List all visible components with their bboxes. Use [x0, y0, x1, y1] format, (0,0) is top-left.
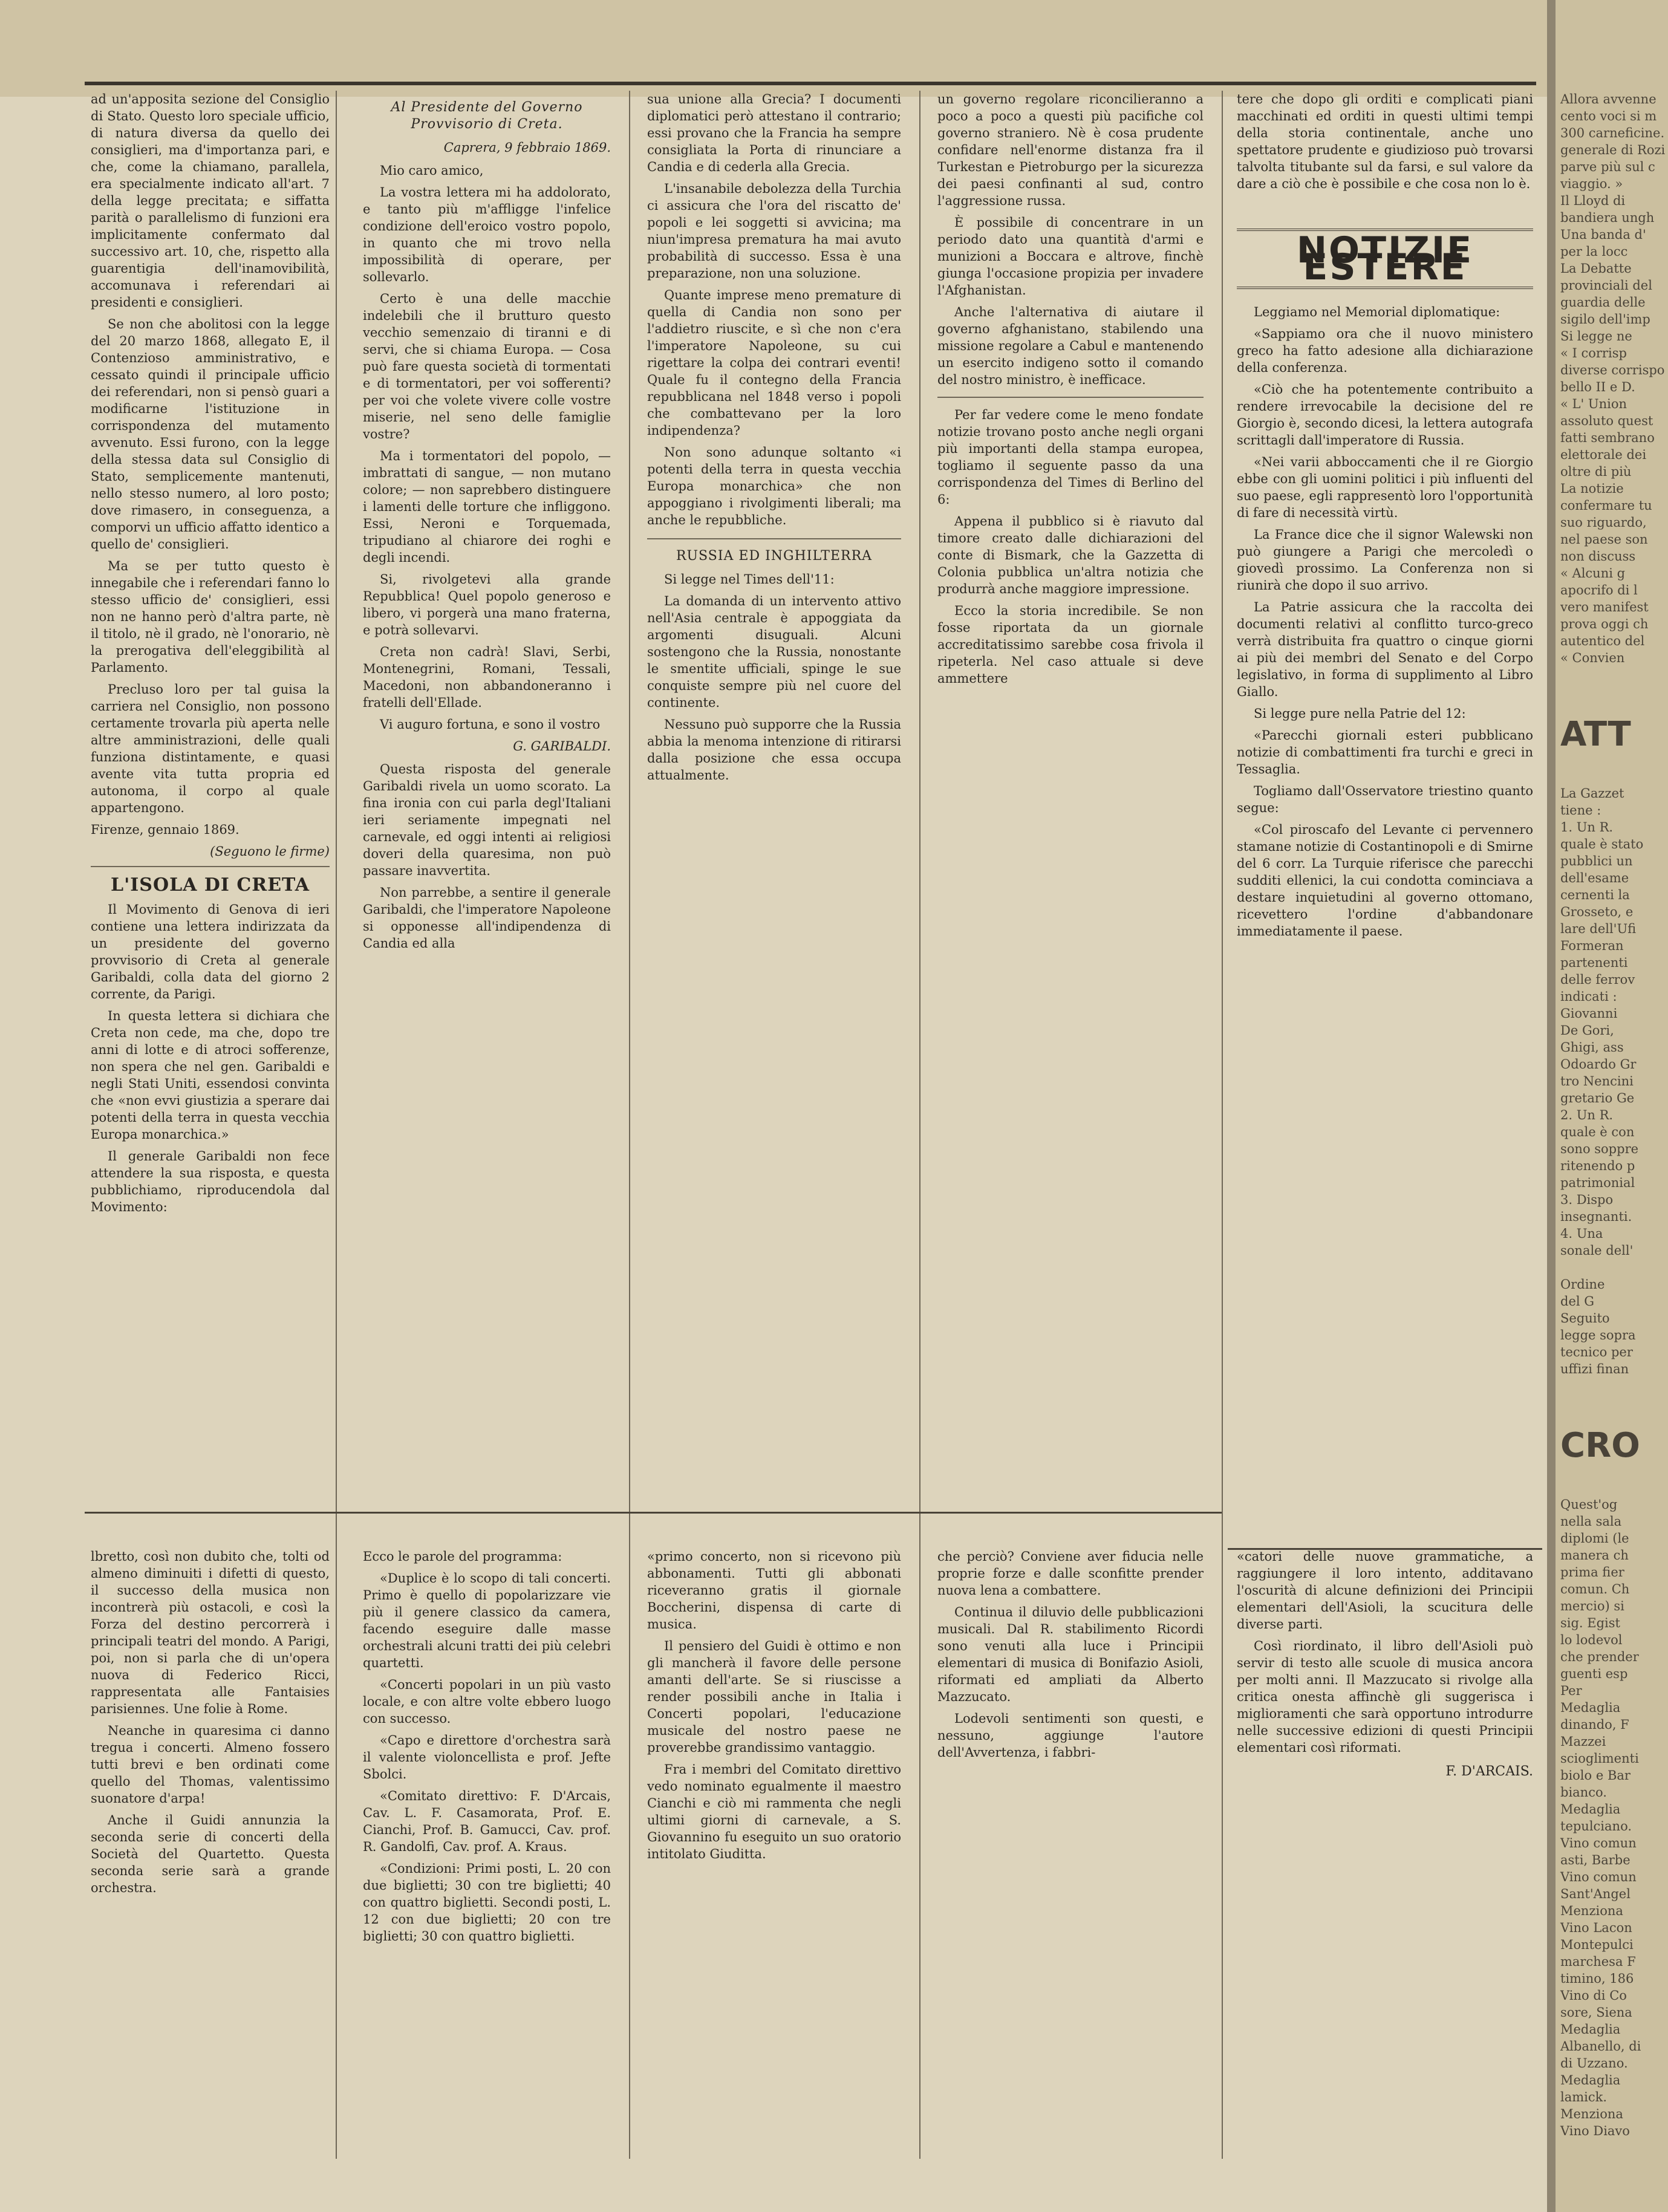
strip-line: dell'esame	[1560, 871, 1629, 885]
text-paragraph: Questa risposta del generale Garibaldi rivela un uomo scorato. La fina ironia con cui parla degl'Italiani ieri seriamente impegnati nel carnevale, ed oggi intenti ai religiosi doveri della quaresima, non può passare inavvertita.	[363, 762, 611, 878]
text-paragraph: In questa lettera si dichiara che Creta non cede, ma che, dopo tre anni di lotte e di atroci sofferenze, non spera che nel gen. Garibaldi e negli Stati Uniti, essendosi convinta che «non evvi giustizia a sperare dai potenti della terra in questa vecchia Europa monarchica.»	[91, 1009, 330, 1142]
strip-line: tro Nencini	[1560, 1074, 1634, 1088]
strip-line: diverse corrispo	[1560, 363, 1665, 377]
strip-line: Odoardo Gr	[1560, 1057, 1637, 1072]
strip-line: tiene :	[1560, 803, 1601, 818]
text-paragraph: Per far vedere come le meno fondate notizie trovano posto anche negli organi più importanti della stampa europea, togliamo il seguente passo da una corrispondenza del Times di Berlino del 6:	[937, 408, 1204, 507]
strip-line: sigilo dell'imp	[1560, 312, 1650, 327]
text-paragraph: Si legge pure nella Patrie del 12:	[1254, 706, 1466, 721]
strip-line: Vino comun	[1560, 1836, 1637, 1850]
strip-line: vero manifest	[1560, 600, 1649, 614]
strip-line: fatti sembrano	[1560, 431, 1655, 445]
strip-line: scioglimenti	[1560, 1751, 1639, 1766]
strip-line: Medaglia	[1560, 2073, 1621, 2087]
text-paragraph: Vi auguro fortuna, e sono il vostro	[380, 717, 601, 732]
section-rule	[85, 1512, 1222, 1514]
strip-line: timino, 186	[1560, 1971, 1634, 1986]
signatures-note: (Seguono le firme)	[210, 844, 330, 859]
text-paragraph: Ecco le parole del programma:	[363, 1549, 562, 1564]
text-paragraph: Nessuno può supporre che la Russia abbia la menoma intenzione di ritirarsi dalla posizione che essa occupa attualmente.	[647, 717, 901, 782]
strip-line: cento voci si m	[1560, 109, 1657, 123]
article-heading: RUSSIA ED INGHILTERRA	[676, 548, 873, 564]
strip-line: indicati :	[1560, 989, 1617, 1004]
text-paragraph: Appena il pubblico si è riavuto dal timore creato dalle dichiarazioni del conte di Bismark, che la Gazzetta di Colonia pubblica un'altra notizia che produrrà anche maggiore impressione.	[937, 514, 1204, 596]
strip-line: 300 carneficine.	[1560, 126, 1665, 140]
text-paragraph: Si legge nel Times dell'11:	[664, 572, 835, 587]
text-paragraph: Togliamo dall'Osservatore triestino quanto segue:	[1237, 784, 1533, 815]
strip-line: ritenendo p	[1560, 1159, 1635, 1173]
text-paragraph: Il generale Garibaldi non fece attendere la sua risposta, e questa pubblichiamo, riproducendola dal Movimento:	[91, 1149, 330, 1214]
strip-line: biolo e Bar	[1560, 1768, 1631, 1783]
strip-line: sonale dell'	[1560, 1243, 1634, 1258]
strip-line	[1560, 666, 1663, 683]
article-divider	[647, 538, 901, 539]
strip-line: Giovanni	[1560, 1006, 1618, 1021]
column-5	[1237, 91, 1533, 1536]
strip-line: Seguito	[1560, 1311, 1610, 1326]
page-gutter	[1547, 0, 1556, 2212]
strip-line: nella sala	[1560, 1514, 1622, 1529]
strip-line: Medaglia	[1560, 2022, 1621, 2037]
text-paragraph: «catori delle nuove grammatiche, a raggiungere il loro intento, additavano l'oscurità di alcune definizioni dei Principii elementari dell'Asioli, la scucitura delle diverse parti.	[1237, 1549, 1533, 1631]
text-paragraph: Si, rivolgetevi alla grande Repubblica! Quel popolo generoso e libero, vi porgerà una mano fraterna, e potrà sollevarvi.	[363, 572, 611, 637]
text-paragraph: Certo è una delle macchie indelebili che il brutturo questo vecchio semenzaio di tiranni e di servi, che si chiama Europa. — Cosa può fare questa società di tormentati e di tormentatori, per voi sofferenti? per voi che volete vivere colle vostre miserie, nel seno delle famiglie vostre?	[363, 291, 611, 441]
text-paragraph: «Condizioni: Primi posti, L. 20 con due biglietti; 30 con tre biglietti; 40 con quattro biglietti. Secondi posti, L. 12 con due biglietti; 20 con tre biglietti; 30 con quattro biglietti.	[363, 1861, 611, 1944]
text-paragraph: Ma i tormentatori del popolo, — imbrattati di sangue, — non mutano colore; — non saprebbero distinguere i lamenti delle torture che infliggono. Essi, Neroni e Torquemada, tripudiano al chiarore dei roghi e degli incendi.	[363, 449, 611, 565]
text-paragraph: «Sappiamo ora che il nuovo ministero greco ha fatto adesione alla dichiarazione della conferenza.	[1237, 327, 1533, 375]
text-paragraph: «Col piroscafo del Levante ci pervennero stamane notizie di Costantinopoli e di Smirne del 6 corr. La Turquie riferisce che parecchi sudditi ellenici, la cui condotta cominciava a destare inquietudini al governo ottomano, ricevettero l'ordine d'abbandonare immediatamente il paese.	[1237, 822, 1533, 938]
letter-dateline: Caprera, 9 febbraio 1869.	[443, 140, 611, 155]
strip-line: generale di Rozi	[1560, 143, 1666, 157]
strip-line: confermare tu	[1560, 498, 1652, 513]
strip-line: assoluto quest	[1560, 414, 1653, 428]
strip-line: 2. Un R.	[1560, 1108, 1614, 1122]
strip-line: comun. Ch	[1560, 1582, 1630, 1596]
strip-line: mercio) si	[1560, 1599, 1624, 1613]
strip-line: La Debatte	[1560, 261, 1632, 276]
strip-line: suo riguardo,	[1560, 515, 1647, 530]
strip-line: Quest'og	[1560, 1497, 1618, 1512]
strip-line: che prender	[1560, 1650, 1639, 1664]
strip-line: di Uzzano.	[1560, 2056, 1628, 2070]
text-paragraph: Leggiamo nel Memorial diplomatique:	[1254, 305, 1500, 319]
letter-salutation: Mio caro amico,	[380, 163, 484, 178]
strip-line: Il Lloyd di	[1560, 194, 1626, 208]
strip-line: insegnanti.	[1560, 1209, 1632, 1224]
text-paragraph: Lodevoli sentimenti son questi, e nessuno, aggiunge l'autore dell'Avvertenza, i fabbri-	[937, 1711, 1204, 1760]
strip-line: guardia delle	[1560, 295, 1646, 310]
strip-line: sore, Siena	[1560, 2005, 1632, 2020]
strip-line: Una banda d'	[1560, 227, 1646, 242]
text-paragraph: che perciò? Conviene aver fiducia nelle proprie forze e dalle sconfitte prender nuova lena a combattere.	[937, 1549, 1204, 1598]
section-heading: NOTIZIE ESTERE	[1237, 229, 1533, 289]
strip-line: Vino di Co	[1560, 1988, 1627, 2003]
strip-line: diplomi (le	[1560, 1531, 1629, 1546]
text-paragraph: «Ciò che ha potentemente contribuito a rendere irrevocabile la decisione del re Giorgio è, secondo dicesi, la lettera autografa scrittagli dall'imperatore di Russia.	[1237, 382, 1533, 447]
strip-line: autentico del	[1560, 634, 1645, 648]
lower-column-2	[363, 1548, 611, 2153]
text-paragraph: «Parecchi giornali esteri pubblicano notizie di combattimenti fra turchi e greci in Tessaglia.	[1237, 728, 1533, 776]
strip-line: viaggio. »	[1560, 177, 1623, 191]
text-paragraph: La France dice che il signor Walewski non può giungere a Parigi che mercoledì o giovedì prossimo. La Conferenza non si riunirà che dopo il suo arrivo.	[1237, 527, 1533, 593]
strip-line: bandiera ungh	[1560, 210, 1655, 225]
strip-line: asti, Barbe	[1560, 1853, 1631, 1867]
strip-line: Montepulci	[1560, 1937, 1634, 1952]
text-paragraph: Se non che abolitosi con la legge del 20 marzo 1868, allegato E, il Contenzioso amministrativo, e cessato quindi il principale ufficio dei referendari, non si pensò guari a modificarne l'istituzione in corrispondenza del mutamento avvenuto. Essi furono, con la legge della stessa data sul Consiglio di Stato, semplicemente mantenuti, nello stesso numero, al loro posto; dove rimasero, in conseguenza, a comporvi un ufficio affatto identico a quello de' consiglieri.	[91, 317, 330, 551]
column-rule	[629, 91, 630, 2159]
strip-line: apocrifo di l	[1560, 583, 1638, 597]
column-3	[647, 91, 901, 1500]
strip-line: ATT	[1560, 715, 1631, 754]
text-paragraph: Continua il diluvio delle pubblicazioni musicali. Dal R. stabilimento Ricordi sono venuti alla luce i Principii elementari di musica di Bonifazio Asioli, riformati ed ampliati da Alberto Mazzucato.	[937, 1605, 1204, 1704]
strip-line: Grosseto, e	[1560, 905, 1634, 919]
strip-line: provinciali del	[1560, 278, 1652, 293]
lower-column-5	[1237, 1548, 1533, 2153]
strip-line: Ordine	[1560, 1277, 1605, 1292]
text-paragraph: È possibile di concentrare in un periodo dato una quantità d'armi e munizioni a Boccara e altrove, finchè giunga l'occasione propizia per invadere l'Afghanistan.	[937, 215, 1204, 298]
strip-line: lare dell'Ufi	[1560, 922, 1637, 936]
article-heading: L'ISOLA DI CRETA	[110, 874, 310, 896]
text-paragraph: «Comitato direttivo: F. D'Arcais, Cav. L. F. Casamorata, Prof. E. Cianchi, Prof. B. Gamucci, Cav. prof. R. Gandolfi, Cav. prof. A. Kraus.	[363, 1789, 611, 1854]
text-paragraph: tere che dopo gli orditi e complicati piani macchinati ed orditi in questi ultimi tempi della storia continentale, anche uno spettatore prudente e giudizioso può trovarsi talvolta titubante sul da farsi, e sul valore da dare a ciò che è possibile e che cosa non lo è.	[1237, 92, 1533, 191]
adjacent-page-strip	[1547, 0, 1668, 2212]
strip-line: per la locc	[1560, 244, 1628, 259]
text-paragraph: Creta non cadrà! Slavi, Serbi, Montenegrini, Romani, Tessali, Macedoni, non abbandoneranno i fratelli dell'Ellade.	[363, 645, 611, 710]
strip-line	[1560, 1259, 1663, 1276]
strip-line: Allora avvenne	[1560, 92, 1657, 106]
top-rule	[85, 82, 1536, 85]
strip-line	[1560, 1378, 1663, 1394]
strip-line: 3. Dispo	[1560, 1192, 1614, 1207]
text-paragraph: «Nei varii abboccamenti che il re Giorgio ebbe con gli uomini politici i più influenti del suo paese, egli rappresentò loro l'opportunità di fare di necessità virtù.	[1237, 455, 1533, 520]
strip-line: bianco.	[1560, 1785, 1607, 1800]
strip-line: La notizie	[1560, 481, 1624, 496]
lower-column-4	[937, 1548, 1204, 2153]
strip-line: bello II e D.	[1560, 380, 1635, 394]
strip-line: cernenti la	[1560, 888, 1630, 902]
dateline: Firenze, gennaio 1869.	[91, 822, 239, 837]
letter-signature: G. GARIBALDI.	[513, 739, 611, 753]
adjacent-page-text	[1560, 91, 1666, 2139]
column-4	[937, 91, 1204, 1500]
strip-line: oltre di più	[1560, 464, 1632, 479]
text-paragraph: Non parrebbe, a sentire il generale Garibaldi, che l'imperatore Napoleone si opponesse all'indipendenza di Candia ed alla	[363, 885, 611, 951]
strip-line: sono soppre	[1560, 1142, 1639, 1156]
strip-line: uffizi finan	[1560, 1362, 1629, 1376]
strip-line: Mazzei	[1560, 1734, 1606, 1749]
article-divider	[937, 397, 1204, 398]
strip-line: patrimonial	[1560, 1176, 1635, 1190]
text-paragraph: Ecco la storia incredibile. Se non fosse riportata da un giornale accreditatissimo sarebbe cosa frivola il ripeterla. Nel caso attuale si deve ammettere	[937, 603, 1204, 686]
strip-line: Albanello, di	[1560, 2039, 1641, 2054]
strip-line: Medaglia	[1560, 1802, 1621, 1817]
text-paragraph: Anche l'alternativa di aiutare il governo afghanistano, stabilendo una missione regolare a Cabul e mantenendo un esercito indigeno sotto il comando del nostro ministro, è inefficace.	[937, 305, 1204, 387]
text-paragraph: Il Movimento di Genova di ieri contiene una lettera indirizzata da un presidente del governo provvisorio di Creta al generale Garibaldi, colla data del giorno 2 corrente, da Parigi.	[91, 902, 330, 1001]
text-paragraph: Non sono adunque soltanto «i potenti della terra in questa vecchia Europa monarchica» che non appoggiano i rivolgimenti liberali; ma anche le repubbliche.	[647, 445, 901, 527]
strip-line: Ghigi, ass	[1560, 1040, 1624, 1055]
strip-line: Menziona	[1560, 1904, 1623, 1918]
strip-line: gretario Ge	[1560, 1091, 1635, 1105]
text-paragraph: Il pensiero del Guidi è ottimo e non gli mancherà il favore delle persone amanti dell'arte. Se si riuscisse a render possibili anche in Italia i Concerti popolari, l'educazione musicale del nostro paese ne proverebbe grandissimo vantaggio.	[647, 1639, 901, 1755]
strip-line: Per	[1560, 1683, 1582, 1698]
strip-line: De Gori,	[1560, 1023, 1614, 1038]
column-rule	[1222, 91, 1223, 2159]
column-rule	[336, 91, 337, 2159]
strip-line: guenti esp	[1560, 1667, 1628, 1681]
strip-line: delle ferrov	[1560, 972, 1635, 987]
strip-line: « Alcuni g	[1560, 566, 1626, 581]
strip-line: non discuss	[1560, 549, 1636, 564]
strip-line: sig. Egist	[1560, 1616, 1620, 1630]
text-paragraph: La vostra lettera mi ha addolorato, e tanto più m'affligge l'infelice condizione dell'eroico vostro popolo, in quanto che mi trovo nella impossibilità di operare, per sollevarlo.	[363, 185, 611, 284]
strip-line: tepulciano.	[1560, 1819, 1632, 1833]
strip-line: tecnico per	[1560, 1345, 1633, 1359]
strip-line: Vino comun	[1560, 1870, 1637, 1884]
column-rule	[919, 91, 920, 2159]
text-paragraph: Quante imprese meno premature di quella di Candia non sono per l'addietro riuscite, e sì che non c'era l'imperatore Napoleone, su cui rigettare la colpa dei contrari eventi! Quale fu il contegno della Francia repubblicana nel 1848 verso i popoli che combattevano per la loro indipendenza?	[647, 288, 901, 438]
strip-line: legge sopra	[1560, 1328, 1636, 1342]
strip-line: Medaglia	[1560, 1700, 1621, 1715]
strip-line: Vino Diavo	[1560, 2124, 1630, 2138]
strip-line: prova oggi ch	[1560, 617, 1649, 631]
strip-line: Si legge ne	[1560, 329, 1632, 343]
strip-line: dinando, F	[1560, 1717, 1629, 1732]
strip-line: Vino Lacon	[1560, 1921, 1632, 1935]
text-paragraph: Anche il Guidi annunzia la seconda serie di concerti della Società del Quartetto. Questa seconda serie sarà a grande orchestra.	[91, 1813, 330, 1895]
text-paragraph: Ma se per tutto questo è innegabile che i referendari fanno lo stesso ufficio de' consiglieri, essi non ne hanno però d'altra parte, nè il titolo, nè il grado, nè l'onorario, nè la prerogativa dell'eleggibilità al Parlamento.	[91, 559, 330, 675]
text-paragraph: Neanche in quaresima ci danno tregua i concerti. Almeno fossero tutti brevi e ben ordinati come quello del Thomas, valentissimo suonatore d'arpa!	[91, 1723, 330, 1806]
article-divider	[91, 866, 330, 867]
column-1	[91, 91, 330, 1500]
strip-line: prima fier	[1560, 1565, 1624, 1579]
text-paragraph: «primo concerto, non si ricevono più abbonamenti. Tutti gli abbonati riceveranno gratis il giornale Boccherini, dispensa di carte di musica.	[647, 1549, 901, 1631]
strip-line: lamick.	[1560, 2090, 1608, 2104]
column-2	[363, 91, 611, 1500]
strip-line: « L' Union	[1560, 397, 1627, 411]
strip-line: Menziona	[1560, 2107, 1623, 2121]
author-signature: F. D'ARCAIS.	[1445, 1764, 1533, 1779]
strip-line: « Convien	[1560, 651, 1625, 665]
text-paragraph: ad un'apposita sezione del Consiglio di Stato. Questo loro speciale ufficio, di natura diversa da quello dei consiglieri, ma d'importanza pari, e che, come la chiamano, parallela, era specialmente indicato all'art. 7 della legge precitata; e siffatta parità o parallelismo di funzioni era implicitamente confermato dal successivo art. 10, che, rispetto alla guarentigia dell'inamovibilità, accomunava i referendari ai presidenti e consiglieri.	[91, 92, 330, 310]
letter-address: Al Presidente del Governo Provvisorio di Creta.	[391, 100, 583, 132]
strip-line: del G	[1560, 1294, 1595, 1309]
text-paragraph: L'insanabile debolezza della Turchia ci assicura che l'ora del riscatto de' popoli e lei soggetti si avvicina; ma niun'impresa prematura ha mai avuto probabilità di successo. Essa è una preparazione, non una soluzione.	[647, 181, 901, 281]
strip-line: Sant'Angel	[1560, 1887, 1631, 1901]
strip-line: manera ch	[1560, 1548, 1629, 1563]
strip-line: elettorale dei	[1560, 447, 1647, 462]
strip-line: CRO	[1560, 1426, 1640, 1465]
strip-line: marchesa F	[1560, 1954, 1636, 1969]
text-paragraph: Così riordinato, il libro dell'Asioli può servir di testo alle scuole di musica ancora per molti anni. Il Mazzucato si rivolge alla critica onesta affinchè gli suggerisca i miglioramenti che sarà opportuno introdurre nelle successive edizioni di questi Principii elementari così riformati.	[1237, 1639, 1533, 1755]
text-paragraph: «Capo e direttore d'orchestra sarà il valente violoncellista e prof. Jefte Sbolci.	[363, 1733, 611, 1781]
strip-line: pubblici un	[1560, 854, 1633, 868]
text-paragraph: lbretto, così non dubito che, tolti od almeno diminuiti i difetti di questo, il successo della musica non incontrerà più ostacoli, e così la Forza del destino percorrerà i principali teatri del mondo. A Parigi, poi, non si parla che di un'opera nuova di Federico Ricci, rappresentata alle Fantaisies parisiennes. Une folie à Rome.	[91, 1549, 330, 1716]
strip-line: 1. Un R.	[1560, 820, 1614, 834]
text-paragraph: un governo regolare riconcilieranno a poco a poco a questi più pacifiche col governo straniero. Nè è cosa prudente confidare nell'enorme distanza fra il Turkestan e Pietroburgo per la sicurezza dei paesi confinanti al sud, contro l'aggressione russa.	[937, 92, 1204, 208]
text-paragraph: La Patrie assicura che la raccolta dei documenti relativi al conflitto turco-greco verrà distribuita fra quattro o cinque giorni ai più dei membri del Senato e del Corpo legislativo, in forma di supplimento al Libro Giallo.	[1237, 600, 1533, 699]
strip-line	[1560, 1479, 1663, 1496]
strip-line: 4. Una	[1560, 1226, 1603, 1241]
strip-line: parve più sul c	[1560, 160, 1655, 174]
strip-line: quale è con	[1560, 1125, 1635, 1139]
lower-column-1	[91, 1548, 330, 2153]
text-paragraph: «Duplice è lo scopo di tali concerti. Primo è quello di popolarizzare vie più il genere classico da camera, facendo eseguire dalle masse orchestrali alcuni tratti dei più celebri quartetti.	[363, 1571, 611, 1670]
strip-line: La Gazzet	[1560, 786, 1624, 801]
lower-column-3	[647, 1548, 901, 2153]
text-paragraph: sua unione alla Grecia? I documenti diplomatici però attestano il contrario; essi provano che la Francia ha sempre consigliata la Porta di rinunciare a Candia e di cederla alla Grecia.	[647, 92, 901, 174]
text-paragraph: Precluso loro per tal guisa la carriera nel Consiglio, non possono certamente trovarla più aperta nelle altre amministrazioni, delle quali funziona distintamente, e quasi avente vita tutta propria ed autonoma, il corpo al quale appartengono.	[91, 682, 330, 815]
strip-line: Formeran	[1560, 938, 1624, 953]
strip-line: partenenti	[1560, 955, 1628, 970]
strip-line: quale è stato	[1560, 837, 1644, 851]
strip-line	[1560, 768, 1663, 785]
strip-line: lo lodevol	[1560, 1633, 1623, 1647]
text-paragraph: Fra i membri del Comitato direttivo vedo nominato egualmente il maestro Cianchi e ciò mi rammenta che negli ultimi giorni di carnevale, a S. Giovannino fu eseguito un suo oratorio intitolato Giuditta.	[647, 1762, 901, 1861]
text-paragraph: «Concerti popolari in un più vasto locale, e con altre volte ebbero luogo con successo.	[363, 1677, 611, 1726]
strip-line: nel paese son	[1560, 532, 1648, 547]
text-paragraph: La domanda di un intervento attivo nell'Asia centrale è appoggiata da argomenti disuguali. Alcuni sostengono che la Russia, nonostante le smentite ufficiali, spinge le sue conquiste sempre più nel cuore del continente.	[647, 594, 901, 710]
strip-line: « I corrisp	[1560, 346, 1627, 360]
